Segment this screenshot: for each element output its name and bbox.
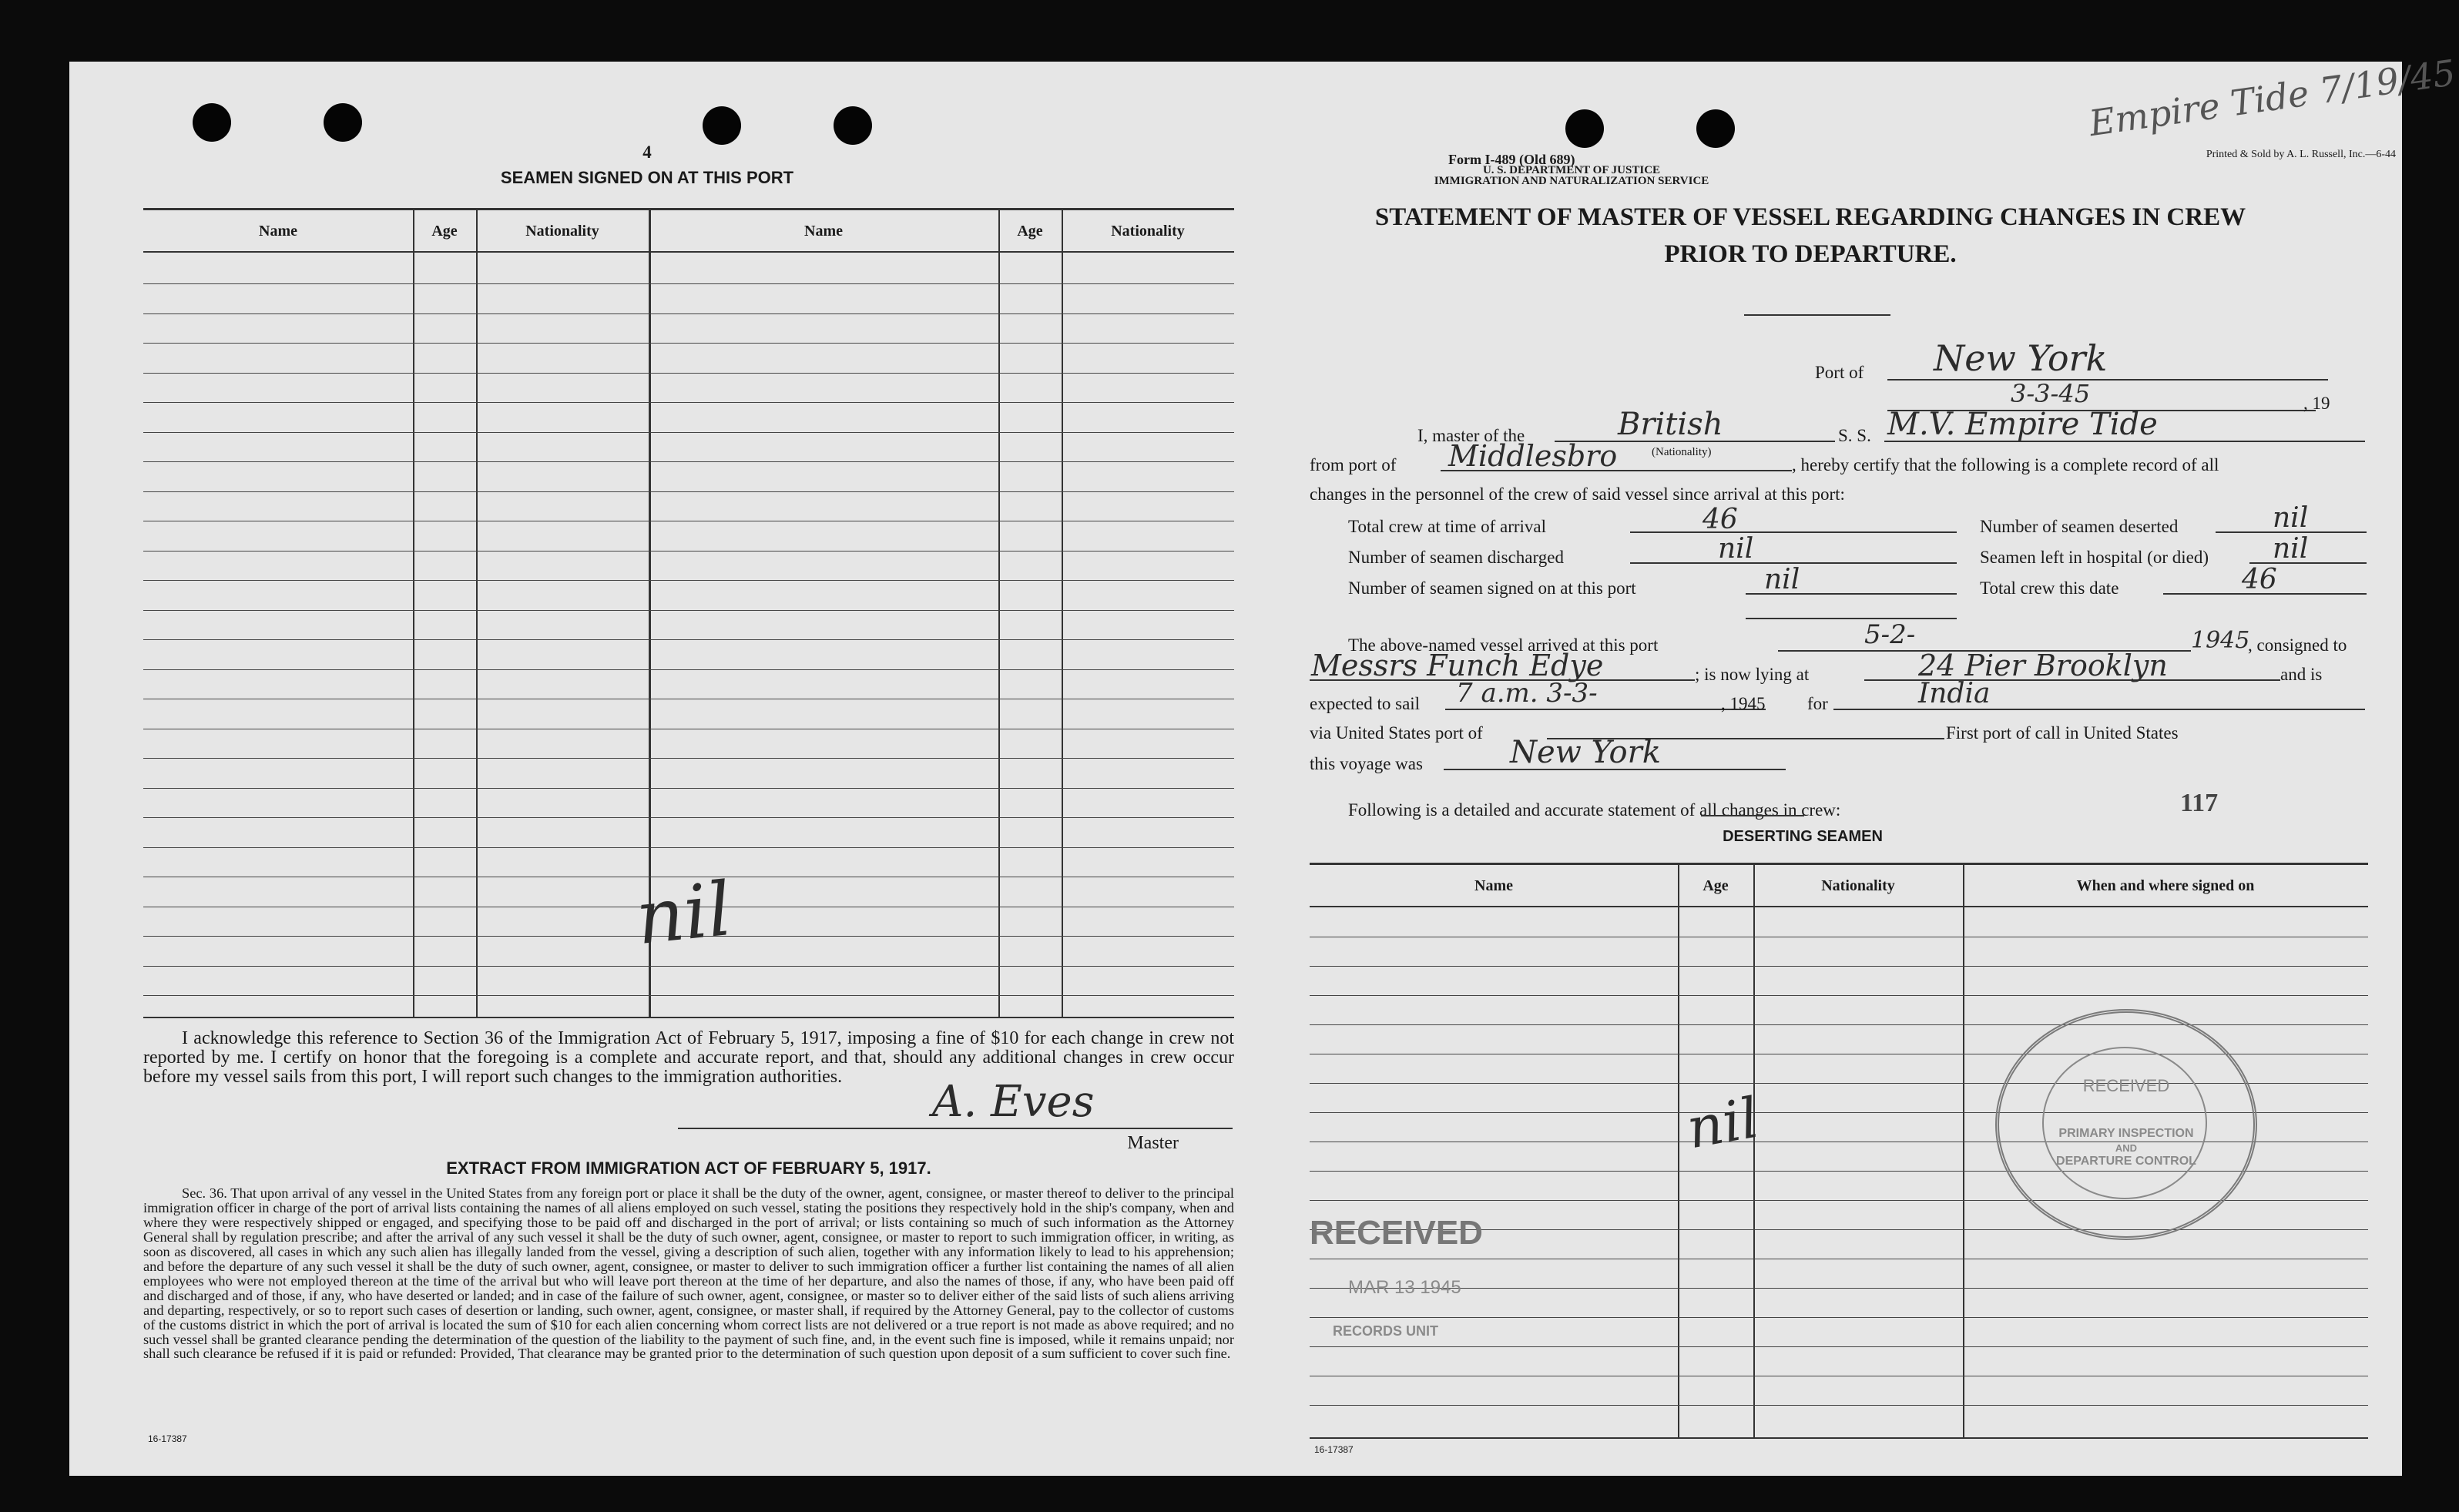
- column-header-name: Name: [259, 223, 297, 240]
- arrived-year: 1945: [2191, 627, 2250, 654]
- extract-text: Sec. 36. That upon arrival of any vessel in the United States from any foreign port or place it shall be the duty of the owner, agent, consignee, or master thereof to deliver to the principal immigration officer in charge of the port of arrival lists containing the names of all aliens employed on such vessel, stating the positions they respectively hold in the ship's company, when and where they were respectively shipped or engaged, and specifying those to be paid off and discharged in the port of arrival; or lists containing so much of such information as the Attorney General shall by regulation prescribe; and after the arrival of any such vessel it shall be the duty of such owner, agent, consignee, or master to report to such immigration officer, in writing, as soon as discovered, all cases in which any such alien has illegally landed from the vessel, giving a description of such alien, together with any information likely to lead to his apprehension; and before the departure of any such vessel it shall be the duty of such owner, agent, consignee, or master to deliver to such immigration officer a further list containing the names of all alien employees who were not employed thereon at the time of the arrival but who will leave port thereon at the time of her departure, and also the names of those, if any, who have been paid off and discharged and of those, if any, who have deserted or landed; and in case of the failure of such owner, agent, consignee, or master so to deliver either of the said lists of such aliens arriving and departing, respectively, or so to report such cases of desertion or landing, such owner, agent, consignee, or master shall, if required by the Attorney General, pay to the collector of customs of the customs district in which the port of arrival is located the sum of $10 for each alien concerning whom correct lists are not delivered or a true report is not made as above required; and no such vessel shall be granted clearance pending the determination of the question of the liability to the payment of such fine, and, in the event such fine is imposed, while it remains unpaid; nor shall such clearance be refused if it is paid or refunded: Provided, That clearance may be granted prior to the determination of such question upon deposit of a sum sufficient to cover such fine.: [143, 1185, 1234, 1362]
- ss-label: S. S.: [1838, 426, 1871, 445]
- lying-value: 24 Pier Brooklyn: [1918, 649, 2168, 682]
- voyage-label: this voyage was: [1310, 754, 1423, 773]
- total-crew-arrival-value: 46: [1703, 504, 1738, 535]
- round-control: DEPARTURE CONTROL: [2056, 1155, 2196, 1168]
- and-is-label: and is: [2280, 665, 2323, 684]
- inspection-stamp: [1995, 1009, 2257, 1240]
- arrived-value: 5-2-: [1864, 619, 1916, 650]
- lying-label: ; is now lying at: [1695, 665, 1810, 684]
- table-row-line: [143, 610, 1234, 611]
- table-row-line: [1310, 995, 2368, 996]
- first-port-label: First port of call in United States: [1946, 723, 2179, 743]
- department-name: U. S. DEPARTMENT OF JUSTICE: [1482, 164, 1661, 176]
- signed-on-table: [143, 208, 1234, 1017]
- expected-year: , 1945: [1721, 694, 1766, 713]
- expected-label: expected to sail: [1310, 694, 1421, 713]
- table-row-line: [143, 847, 1234, 848]
- total-crew-date-label: Total crew this date: [1980, 578, 2119, 598]
- page-mark: 117: [2180, 789, 2219, 817]
- punch-hole: [324, 103, 362, 142]
- records-unit-stamp: RECORDS UNIT: [1333, 1323, 1439, 1339]
- following-text: Following is a detailed and accurate statement of all changes in crew:: [1348, 800, 1841, 820]
- column-header-nationality: Nationality: [1821, 877, 1895, 894]
- form-id: Form I-489 (Old 689): [1448, 152, 1575, 167]
- year-suffix: , 19: [2303, 394, 2330, 413]
- table-row-line: [1310, 1317, 2368, 1318]
- extract-title: EXTRACT FROM IMMIGRATION ACT OF FEBRUARY 5, 1917.: [446, 1158, 931, 1178]
- table-row-line: [143, 461, 1234, 462]
- master-signature: A. Eves: [932, 1077, 1095, 1127]
- table-row-line: [143, 669, 1234, 670]
- column-header-when-where: When and where signed on: [2076, 877, 2255, 894]
- round-received: RECEIVED: [2082, 1076, 2170, 1095]
- table-row-line: [1310, 1024, 2368, 1025]
- signed-on-value: nil: [1764, 564, 1800, 595]
- table-row-line: [143, 373, 1234, 374]
- date-value: 3-3-45: [2011, 379, 2091, 408]
- table-row-line: [1310, 966, 2368, 967]
- table-row-line: [1310, 1405, 2368, 1406]
- table-row-line: [143, 432, 1234, 433]
- from-port-label: from port of: [1310, 455, 1397, 474]
- form-title: STATEMENT OF MASTER OF VESSEL REGARDING CHANGES IN CREW: [1374, 203, 2246, 231]
- printer-credit: Printed & Sold by A. L. Russell, Inc.—6-44: [2206, 149, 2396, 160]
- column-header-age: Age: [1017, 223, 1043, 240]
- deserted-value: nil: [2273, 502, 2309, 534]
- total-crew-arrival-label: Total crew at time of arrival: [1348, 517, 1547, 536]
- certify-text-2: changes in the personnel of the crew of said vessel since arrival at this port:: [1310, 484, 1845, 504]
- consignee-value: Messrs Funch Edye: [1311, 649, 1604, 682]
- total-crew-date-value: 46: [2242, 564, 2277, 595]
- punch-hole: [1565, 109, 1604, 148]
- table-row-line: [143, 995, 1234, 996]
- punch-hole: [193, 103, 231, 142]
- table-row-line: [143, 402, 1234, 403]
- left-page-title: SEAMEN SIGNED ON AT THIS PORT: [500, 168, 794, 187]
- hospital-label: Seamen left in hospital (or died): [1980, 548, 2209, 567]
- round-and: AND: [2115, 1142, 2138, 1154]
- deserted-label: Number of seamen deserted: [1980, 517, 2179, 536]
- via-label: via United States port of: [1310, 723, 1483, 743]
- page-number: 4: [642, 142, 652, 162]
- column-header-name: Name: [804, 223, 843, 240]
- nationality-caption: (Nationality): [1652, 446, 1712, 458]
- handwritten-nil: nil: [632, 865, 736, 962]
- deserting-seamen-table: [1310, 863, 2368, 1437]
- table-row-line: [143, 639, 1234, 640]
- service-name: IMMIGRATION AND NATURALIZATION SERVICE: [1434, 175, 1709, 187]
- table-row-line: [143, 966, 1234, 967]
- certify-text: , hereby certify that the following is a complete record of all: [1792, 455, 2219, 474]
- received-date-stamp: MAR 13 1945: [1348, 1277, 1461, 1298]
- master-label: Master: [1127, 1133, 1179, 1153]
- table-row-line: [143, 788, 1234, 789]
- column-header-nationality: Nationality: [525, 223, 599, 240]
- port-of-label: Port of: [1815, 363, 1864, 382]
- table-row-line: [143, 313, 1234, 314]
- voyage-value: New York: [1510, 735, 1661, 770]
- corner-note: Empire Tide 7/19/45: [2086, 51, 2458, 145]
- expected-value: 7 a.m. 3-3-: [1456, 678, 1598, 709]
- table-row-line: [143, 283, 1234, 284]
- table-row-line: [143, 580, 1234, 581]
- table-row-line: [143, 758, 1234, 759]
- nationality-value: British: [1618, 407, 1723, 442]
- punch-hole: [834, 106, 872, 145]
- column-header-age: Age: [431, 223, 458, 240]
- discharged-label: Number of seamen discharged: [1348, 548, 1564, 567]
- vessel-value: M.V. Empire Tide: [1887, 407, 2158, 442]
- acknowledgment-text: I acknowledge this reference to Section 36 of the Immigration Act of February 5, 1917, imposing a fine of $10 for each change in crew not reported by me. I certify on honor that the foregoing is a complete and accurate report, and that, should any additional changes in crew occur before my vessel sails from this port, I will report such changes to the immigration authorities.: [143, 1028, 1234, 1088]
- discharged-value: nil: [1718, 533, 1754, 565]
- handwritten-nil: nil: [1682, 1085, 1764, 1162]
- column-header-nationality: Nationality: [1111, 223, 1185, 240]
- punch-hole: [1696, 109, 1735, 148]
- master-of-label: I, master of the: [1417, 426, 1525, 445]
- document-sheet: [69, 51, 2458, 1476]
- right-form-code: 16-17387: [1314, 1444, 1354, 1455]
- table-row-line: [143, 343, 1234, 344]
- table-row-line: [143, 817, 1234, 818]
- received-stamp: RECEIVED: [1310, 1214, 1483, 1252]
- destination-value: India: [1918, 678, 1991, 709]
- signed-on-label: Number of seamen signed on at this port: [1348, 578, 1636, 598]
- for-label: for: [1807, 694, 1828, 713]
- table-row-line: [143, 491, 1234, 492]
- form-title-line2: PRIOR TO DEPARTURE.: [1664, 240, 1957, 268]
- table-row-line: [1310, 1288, 2368, 1289]
- consigned-label: , consigned to: [2248, 635, 2347, 655]
- arrived-label: The above-named vessel arrived at this port: [1348, 635, 1659, 655]
- hospital-value: nil: [2273, 533, 2309, 565]
- from-port-value: Middlesbro: [1448, 439, 1618, 473]
- punch-hole: [703, 106, 741, 145]
- port-of-value: New York: [1934, 337, 2108, 379]
- column-header-age: Age: [1703, 877, 1729, 894]
- left-form-code: 16-17387: [148, 1433, 187, 1444]
- table-row-line: [1310, 1346, 2368, 1347]
- deserting-seamen-title: DESERTING SEAMEN: [1723, 828, 1883, 845]
- column-header-name: Name: [1474, 877, 1513, 894]
- round-inspection: PRIMARY INSPECTION: [2058, 1127, 2194, 1140]
